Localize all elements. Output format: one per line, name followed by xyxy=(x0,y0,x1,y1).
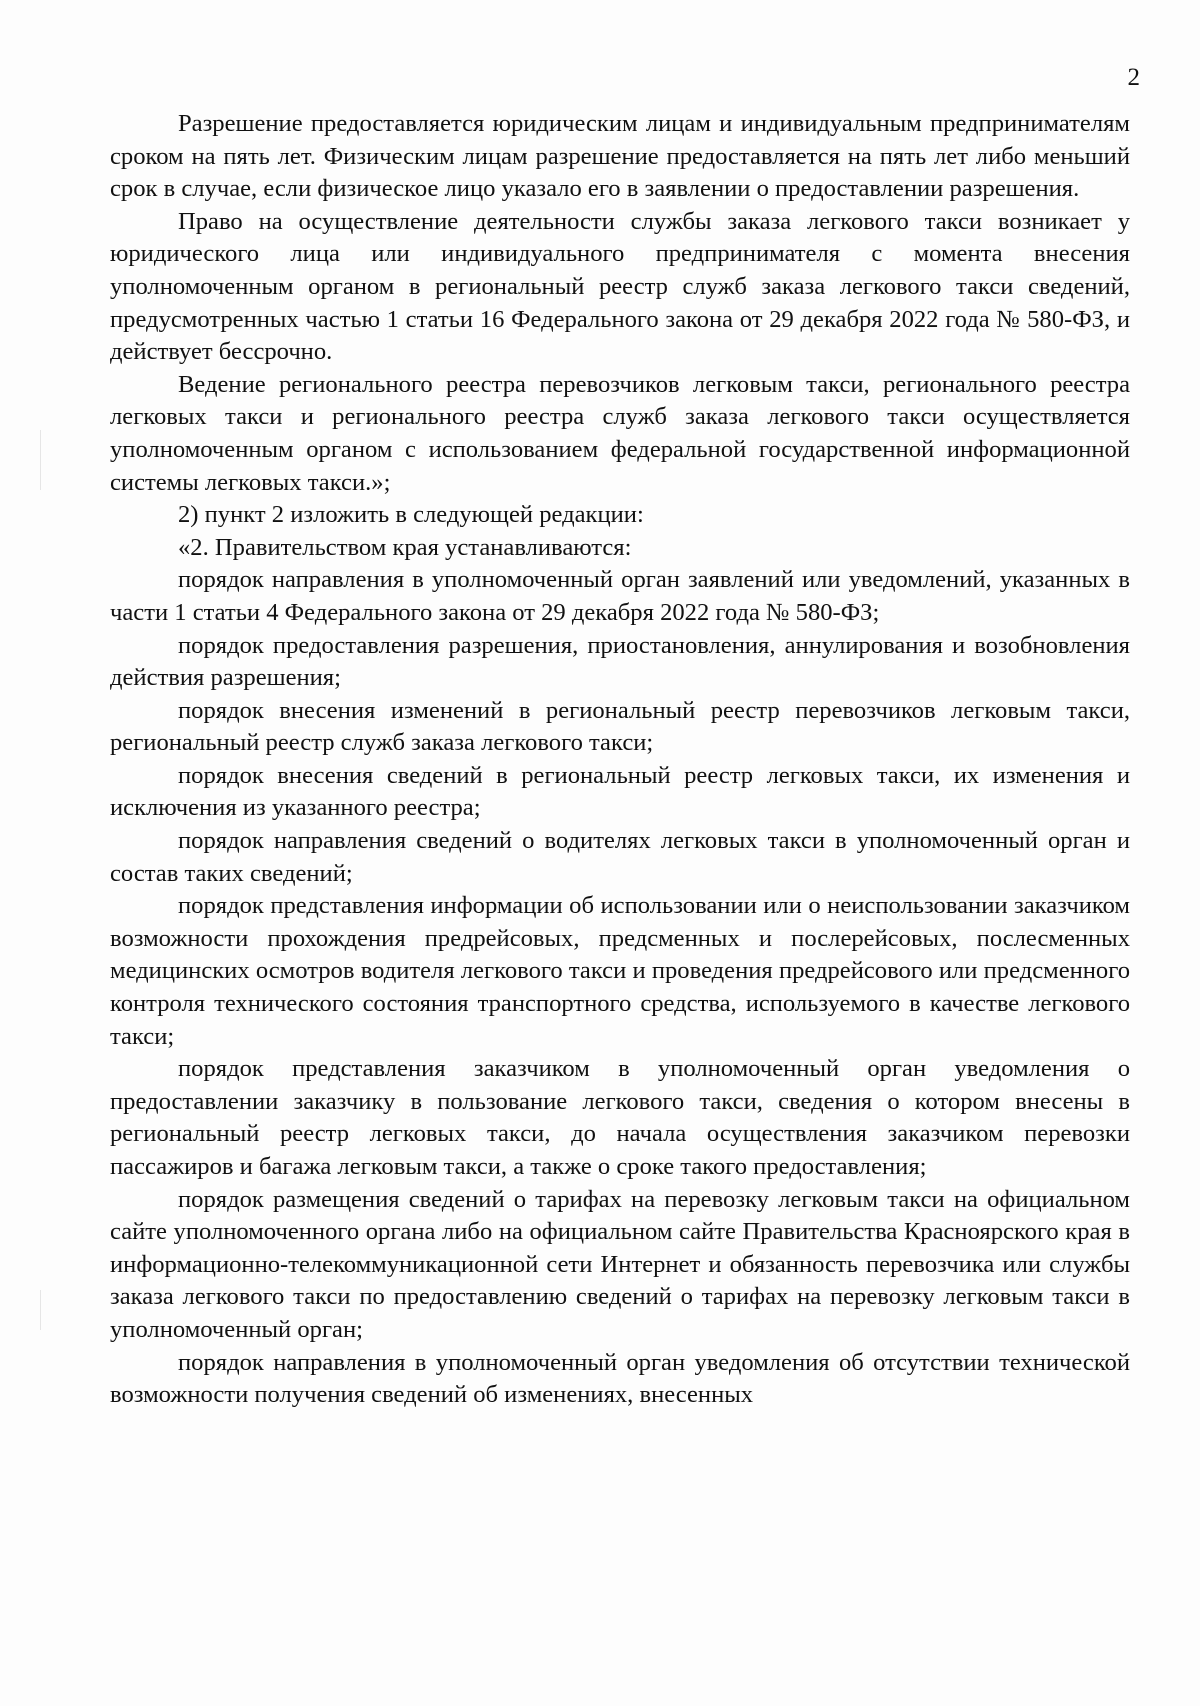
paragraph: порядок размещения сведений о тарифах на перевозку легковым такси на официальном сайте уполномоченного органа либо на официальном сайте Правительства Красноярского края в информационно-телекоммуникационной сети Интернет и обязанность перевозчика или службы заказа легкового такси по предоставлению сведений о тарифах на перевозку легковым такси в уполномоченный орган; xyxy=(110,1185,1130,1343)
paragraph: порядок внесения сведений в региональный реестр легковых такси, их изменения и исключения из указанного реестра; xyxy=(110,761,1130,822)
paragraph: порядок внесения изменений в региональный реестр перевозчиков легковым такси, региональный реестр служб заказа легкового такси; xyxy=(110,696,1130,757)
page-number: 2 xyxy=(1127,64,1140,91)
paragraph: Разрешение предоставляется юридическим лицам и индивидуальным предпринимателям сроком на пять лет. Физическим лицам разрешение предоставляется на пять лет либо меньший срок в случае, если физическое лицо указало его в заявлении о предоставлении разрешения. xyxy=(110,110,1130,203)
paragraph: «2. Правительством края устанавливаются: xyxy=(178,533,632,561)
paragraph: порядок направления в уполномоченный орган заявлений или уведомлений, указанных в части 1 статьи 4 Федерального закона от 29 декабря 2022 года № 580-ФЗ; xyxy=(110,566,1130,626)
paragraph: Ведение регионального реестра перевозчиков легковым такси, регионального реестра легковых такси и регионального реестра служб заказа легкового такси осуществляется уполномоченным органом с использованием федеральной государственной информационной системы легковых такси.»; xyxy=(110,370,1130,496)
paragraph: порядок предоставления разрешения, приостановления, аннулирования и возобновления действия разрешения; xyxy=(110,631,1130,692)
paragraph: порядок представления информации об использовании или о неиспользовании заказчиком возможности прохождения предрейсовых, предсменных и послерейсовых, послесменных медицинских осмотров водителя легкового такси и проведения предрейсового или предсменного контроля технического состояния транспортного средства, используемого в качестве легкового такси; xyxy=(110,892,1130,1050)
paragraph: Право на осуществление деятельности службы заказа легкового такси возникает у юридического лица или индивидуального предпринимателя с момента внесения уполномоченным органом в региональный реестр служб заказа легкового такси сведений, предусмотренных частью 1 статьи 16 Федерального закона от 29 декабря 2022 года № 580-ФЗ, и действует бессрочно. xyxy=(110,207,1130,366)
scan-edge-mark xyxy=(40,430,41,490)
scan-edge-mark xyxy=(40,1290,41,1330)
paragraph: порядок направления в уполномоченный орган уведомления об отсутствии технической возможности получения сведений об изменениях, внесенных xyxy=(110,1348,1130,1409)
document-body xyxy=(110,108,1130,1412)
paragraph: порядок направления сведений о водителях легковых такси в уполномоченный орган и состав таких сведений; xyxy=(110,827,1130,887)
paragraph: 2) пункт 2 изложить в следующей редакции: xyxy=(178,501,644,529)
paragraph: порядок представления заказчиком в уполномоченный орган уведомления о предоставлении заказчику в пользование легкового такси, сведения о котором внесены в региональный реестр легковых такси, до начала осуществления заказчиком перевозки пассажиров и багажа легковым такси, а также о сроке такого предоставления; xyxy=(110,1055,1130,1180)
